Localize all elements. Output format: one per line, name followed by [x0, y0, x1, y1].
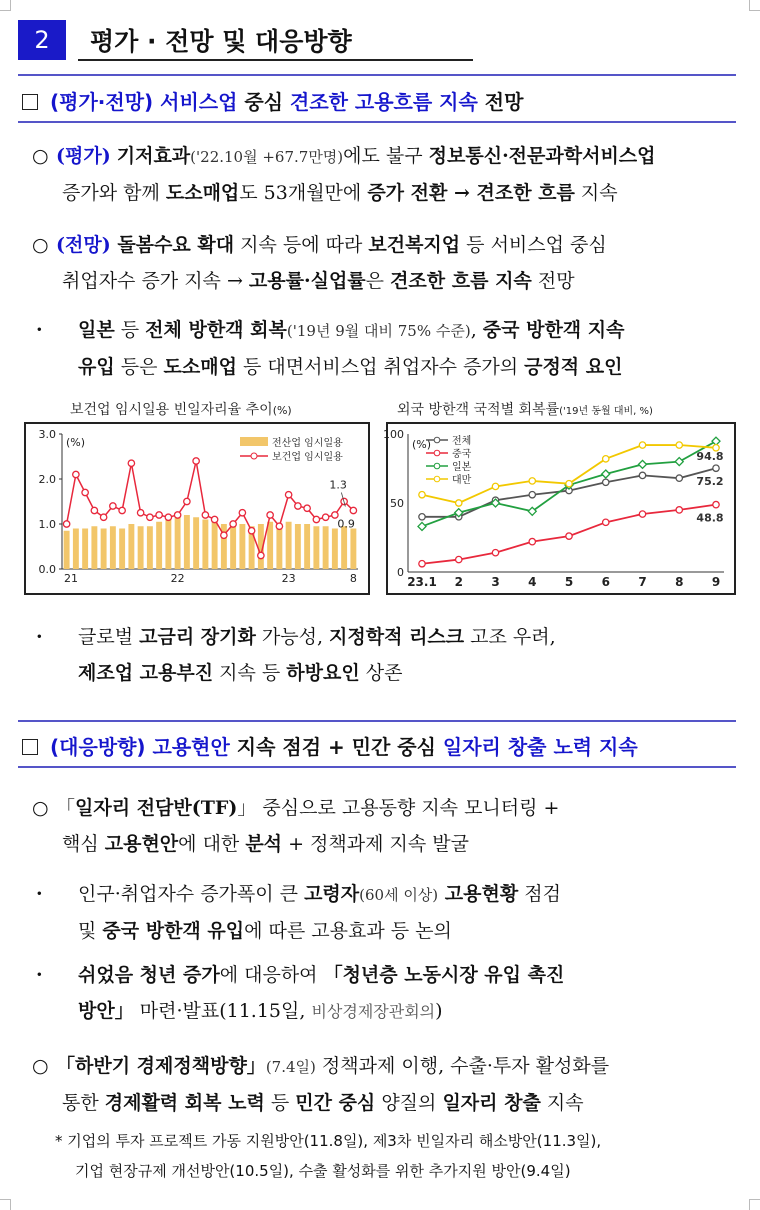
- line-point: [492, 483, 498, 489]
- heading-rule: [18, 720, 736, 722]
- line-point: [100, 514, 106, 520]
- line-point: [675, 458, 683, 466]
- bar: [350, 529, 356, 570]
- bar: [101, 529, 107, 570]
- corner-mark: [749, 1199, 760, 1210]
- bar: [184, 515, 190, 569]
- line-point: [165, 514, 171, 520]
- annotation-label: 75.2: [696, 475, 724, 489]
- line-point: [603, 479, 609, 485]
- bar: [313, 526, 319, 569]
- chart1-frame: [24, 422, 370, 595]
- legend-swatch-point: [434, 450, 440, 456]
- task-force-paragraph: ○ 「일자리 전담반(TF)」 중심으로 고용동향 지속 모니터링 + 핵심 고용현안에 대한 분석 + 정책과제 지속 발굴: [32, 790, 747, 862]
- line-point: [566, 533, 572, 539]
- corner-mark: [749, 0, 760, 11]
- y-tick-label: 50: [390, 497, 404, 510]
- bar: [138, 526, 144, 569]
- y-tick-label: 3.0: [38, 428, 56, 441]
- line-point: [603, 519, 609, 525]
- circle-bullet-icon: ○: [32, 1055, 49, 1077]
- x-tick-label: 4: [528, 575, 537, 589]
- line-point: [258, 552, 264, 558]
- line-point: [91, 507, 97, 513]
- bar: [341, 526, 347, 569]
- annotation-label: 1.3: [329, 478, 347, 492]
- x-tick-label: 9: [711, 575, 721, 589]
- line-point: [276, 523, 282, 529]
- circle-bullet-icon: ○: [32, 234, 49, 256]
- bar: [128, 524, 134, 569]
- line-point: [639, 472, 645, 478]
- evaluation-paragraph: ○ (평가) 기저효과('22.10월 +67.7만명)에도 불구 정보통신·전문과학서비스업 증가와 함께 도소매업도 53개월만에 증가 전환 → 견조한 흐름 지속: [32, 138, 747, 211]
- bar: [156, 522, 162, 569]
- square-bullet-icon: [22, 94, 38, 110]
- line-point: [313, 516, 319, 522]
- heading-rule: [18, 74, 736, 76]
- legend-label: 대만: [452, 475, 472, 486]
- x-tick-label: 23: [281, 572, 296, 585]
- line-point: [676, 507, 682, 513]
- legend-label: 전체: [452, 436, 472, 447]
- line-point: [193, 458, 199, 464]
- dot-bullet-icon: ·: [36, 883, 43, 905]
- line-point: [322, 514, 328, 520]
- annotation-label: 94.8: [696, 450, 724, 464]
- outlook-paragraph: ○ (전망) 돌봄수요 확대 지속 등에 따라 보건복지업 등 서비스업 중심 취업자수 증가 지속 → 고용률·실업률은 견조한 흐름 지속 전망: [32, 227, 747, 299]
- legend-swatch-point: [434, 437, 440, 443]
- line-point: [82, 489, 88, 495]
- bar: [165, 520, 171, 570]
- y-tick-label: 2.0: [38, 473, 56, 486]
- corner-mark: [0, 0, 11, 11]
- unit-label: (%): [66, 436, 86, 449]
- bar: [276, 524, 282, 569]
- dot-bullet-icon: ·: [36, 626, 43, 648]
- line-point: [639, 442, 645, 448]
- bar: [147, 526, 153, 569]
- bar: [323, 526, 329, 569]
- tourist-recovery-bullet: · 일본 등 전체 방한객 회복('19년 9월 대비 75% 수준), 중국 방한객 지속 유입 등은 도소매업 등 대면서비스업 취업자수 증가의 긍정적 요인: [36, 312, 748, 385]
- bar: [64, 531, 70, 569]
- line-point: [119, 507, 125, 513]
- section-title: 평가 · 전망 및 대응방향: [90, 27, 352, 56]
- line-point: [456, 500, 462, 506]
- bar: [286, 522, 292, 569]
- line-point: [676, 442, 682, 448]
- line-point: [202, 512, 208, 518]
- legend-label: 일본: [452, 462, 472, 473]
- bar: [267, 522, 273, 569]
- line-point: [419, 492, 425, 498]
- legend-label: 중국: [452, 449, 472, 460]
- line-point: [110, 503, 116, 509]
- line-point: [248, 528, 254, 534]
- footnote: * 기업의 투자 프로젝트 가동 지원방안(11.8일), 제3차 빈일자리 해소방안(11.3일), 기업 현장규제 개선방안(10.5일), 수출 활성화를 위한 추가지원 방안(9.4일): [55, 1132, 602, 1180]
- line-point: [63, 521, 69, 527]
- chart2-frame: [383, 422, 736, 595]
- line-point: [529, 538, 535, 544]
- x-tick-label: 8: [349, 572, 357, 585]
- bar: [239, 524, 245, 569]
- bar: [212, 522, 218, 569]
- x-tick-label: 7: [638, 575, 647, 589]
- x-tick-label: 21: [64, 572, 78, 585]
- line-point: [713, 501, 719, 507]
- chart1-caption: 보건업 임시일용 빈일자리율 추이(%): [70, 402, 292, 418]
- x-tick-label: 22: [170, 572, 185, 585]
- tourist-recovery-chart: [383, 424, 734, 593]
- x-tick-label: 5: [564, 575, 574, 589]
- legend-label: 전산업 임시일용: [272, 438, 343, 449]
- heading-rule: [18, 766, 736, 768]
- section-number: 2: [18, 20, 66, 60]
- legend-swatch-point: [434, 463, 440, 469]
- annotation-label: 48.8: [696, 511, 724, 525]
- legend-swatch-bar: [240, 437, 268, 446]
- downside-risk-bullet: · 글로벌 고금리 장기화 가능성, 지정학적 리스크 고조 우려, 제조업 고용부진 지속 등 하방요인 상존: [36, 619, 748, 691]
- x-tick-label: 2: [454, 575, 463, 589]
- line-point: [419, 514, 425, 520]
- line-point: [529, 492, 535, 498]
- bar: [175, 517, 181, 569]
- line-point: [418, 522, 426, 530]
- dot-bullet-icon: ·: [36, 964, 43, 986]
- line-point: [221, 532, 227, 538]
- health-vacancy-rate-chart: [26, 424, 368, 593]
- line-point: [456, 556, 462, 562]
- bar: [332, 529, 338, 570]
- youth-labor-bullet: · 쉬었음 청년 증가에 대응하여 「청년층 노동시장 유입 촉진 방안」 마련·발표(11.15일, 비상경제장관회의): [36, 957, 748, 1030]
- bar: [73, 529, 79, 570]
- line-point: [295, 503, 301, 509]
- line-point: [73, 471, 79, 477]
- y-tick-label: 0.0: [38, 563, 56, 576]
- line-point: [304, 505, 310, 511]
- chart2-caption: 외국 방한객 국적별 회복률('19년 동월 대비, %): [397, 402, 653, 418]
- bar: [91, 526, 97, 569]
- line-point: [239, 510, 245, 516]
- y-tick-label: 100: [383, 428, 404, 441]
- line-point: [350, 507, 356, 513]
- heading-rule: [18, 121, 736, 123]
- line-point: [156, 512, 162, 518]
- line-point: [230, 521, 236, 527]
- line-point: [174, 512, 180, 518]
- line-point: [184, 498, 190, 504]
- line-point: [128, 460, 134, 466]
- circle-bullet-icon: ○: [32, 145, 49, 167]
- elderly-employment-bullet: · 인구·취업자수 증가폭이 큰 고령자(60세 이상) 고용현황 점검 및 중국 방한객 유입에 따른 고용효과 등 논의: [36, 876, 748, 949]
- line-point: [603, 456, 609, 462]
- line-point: [566, 480, 572, 486]
- line-point: [676, 475, 682, 481]
- line-point: [147, 514, 153, 520]
- line-point: [137, 510, 143, 516]
- bar: [193, 517, 199, 569]
- y-tick-label: 1.0: [38, 518, 56, 531]
- bar: [304, 524, 310, 569]
- circle-bullet-icon: ○: [32, 797, 49, 819]
- economic-policy-paragraph: ○ 「하반기 경제정책방향」(7.4일) 정책과제 이행, 수출·투자 활성화를 통한 경제활력 회복 노력 등 민간 중심 양질의 일자리 창출 지속: [32, 1048, 747, 1121]
- bar: [295, 524, 301, 569]
- bar: [202, 520, 208, 570]
- x-tick-label: 6: [601, 575, 610, 589]
- line-point: [492, 549, 498, 555]
- line-point: [267, 512, 273, 518]
- y-tick-label: 0: [397, 566, 404, 579]
- corner-mark: [0, 1199, 11, 1210]
- bar: [119, 529, 125, 570]
- line-point: [529, 478, 535, 484]
- dot-bullet-icon: ·: [36, 319, 43, 341]
- unit-label: (%): [412, 438, 432, 451]
- x-tick-label: 8: [675, 575, 684, 589]
- line-point: [419, 561, 425, 567]
- x-tick-label: 3: [491, 575, 500, 589]
- line-point: [285, 492, 291, 498]
- title-underline: [78, 59, 473, 61]
- square-bullet-icon: [22, 739, 38, 755]
- line-point: [639, 460, 647, 468]
- heading-response: (대응방향) 고용현안 지속 점검 + 민간 중심 일자리 창출 노력 지속: [22, 731, 638, 760]
- legend-swatch-point: [251, 453, 257, 459]
- x-tick-label: 23.1: [407, 575, 437, 589]
- line-point: [602, 470, 610, 478]
- legend-swatch-point: [434, 476, 440, 482]
- line-point: [211, 516, 217, 522]
- annotation-label: 0.9: [337, 517, 355, 531]
- line-point: [639, 511, 645, 517]
- legend-label: 보건업 임시일용: [272, 452, 343, 463]
- line-point: [713, 465, 719, 471]
- bar: [82, 529, 88, 570]
- heading-evaluation-outlook: (평가·전망) 서비스업 중심 견조한 고용흐름 지속 전망: [22, 86, 523, 115]
- bar: [230, 522, 236, 569]
- bar: [110, 526, 116, 569]
